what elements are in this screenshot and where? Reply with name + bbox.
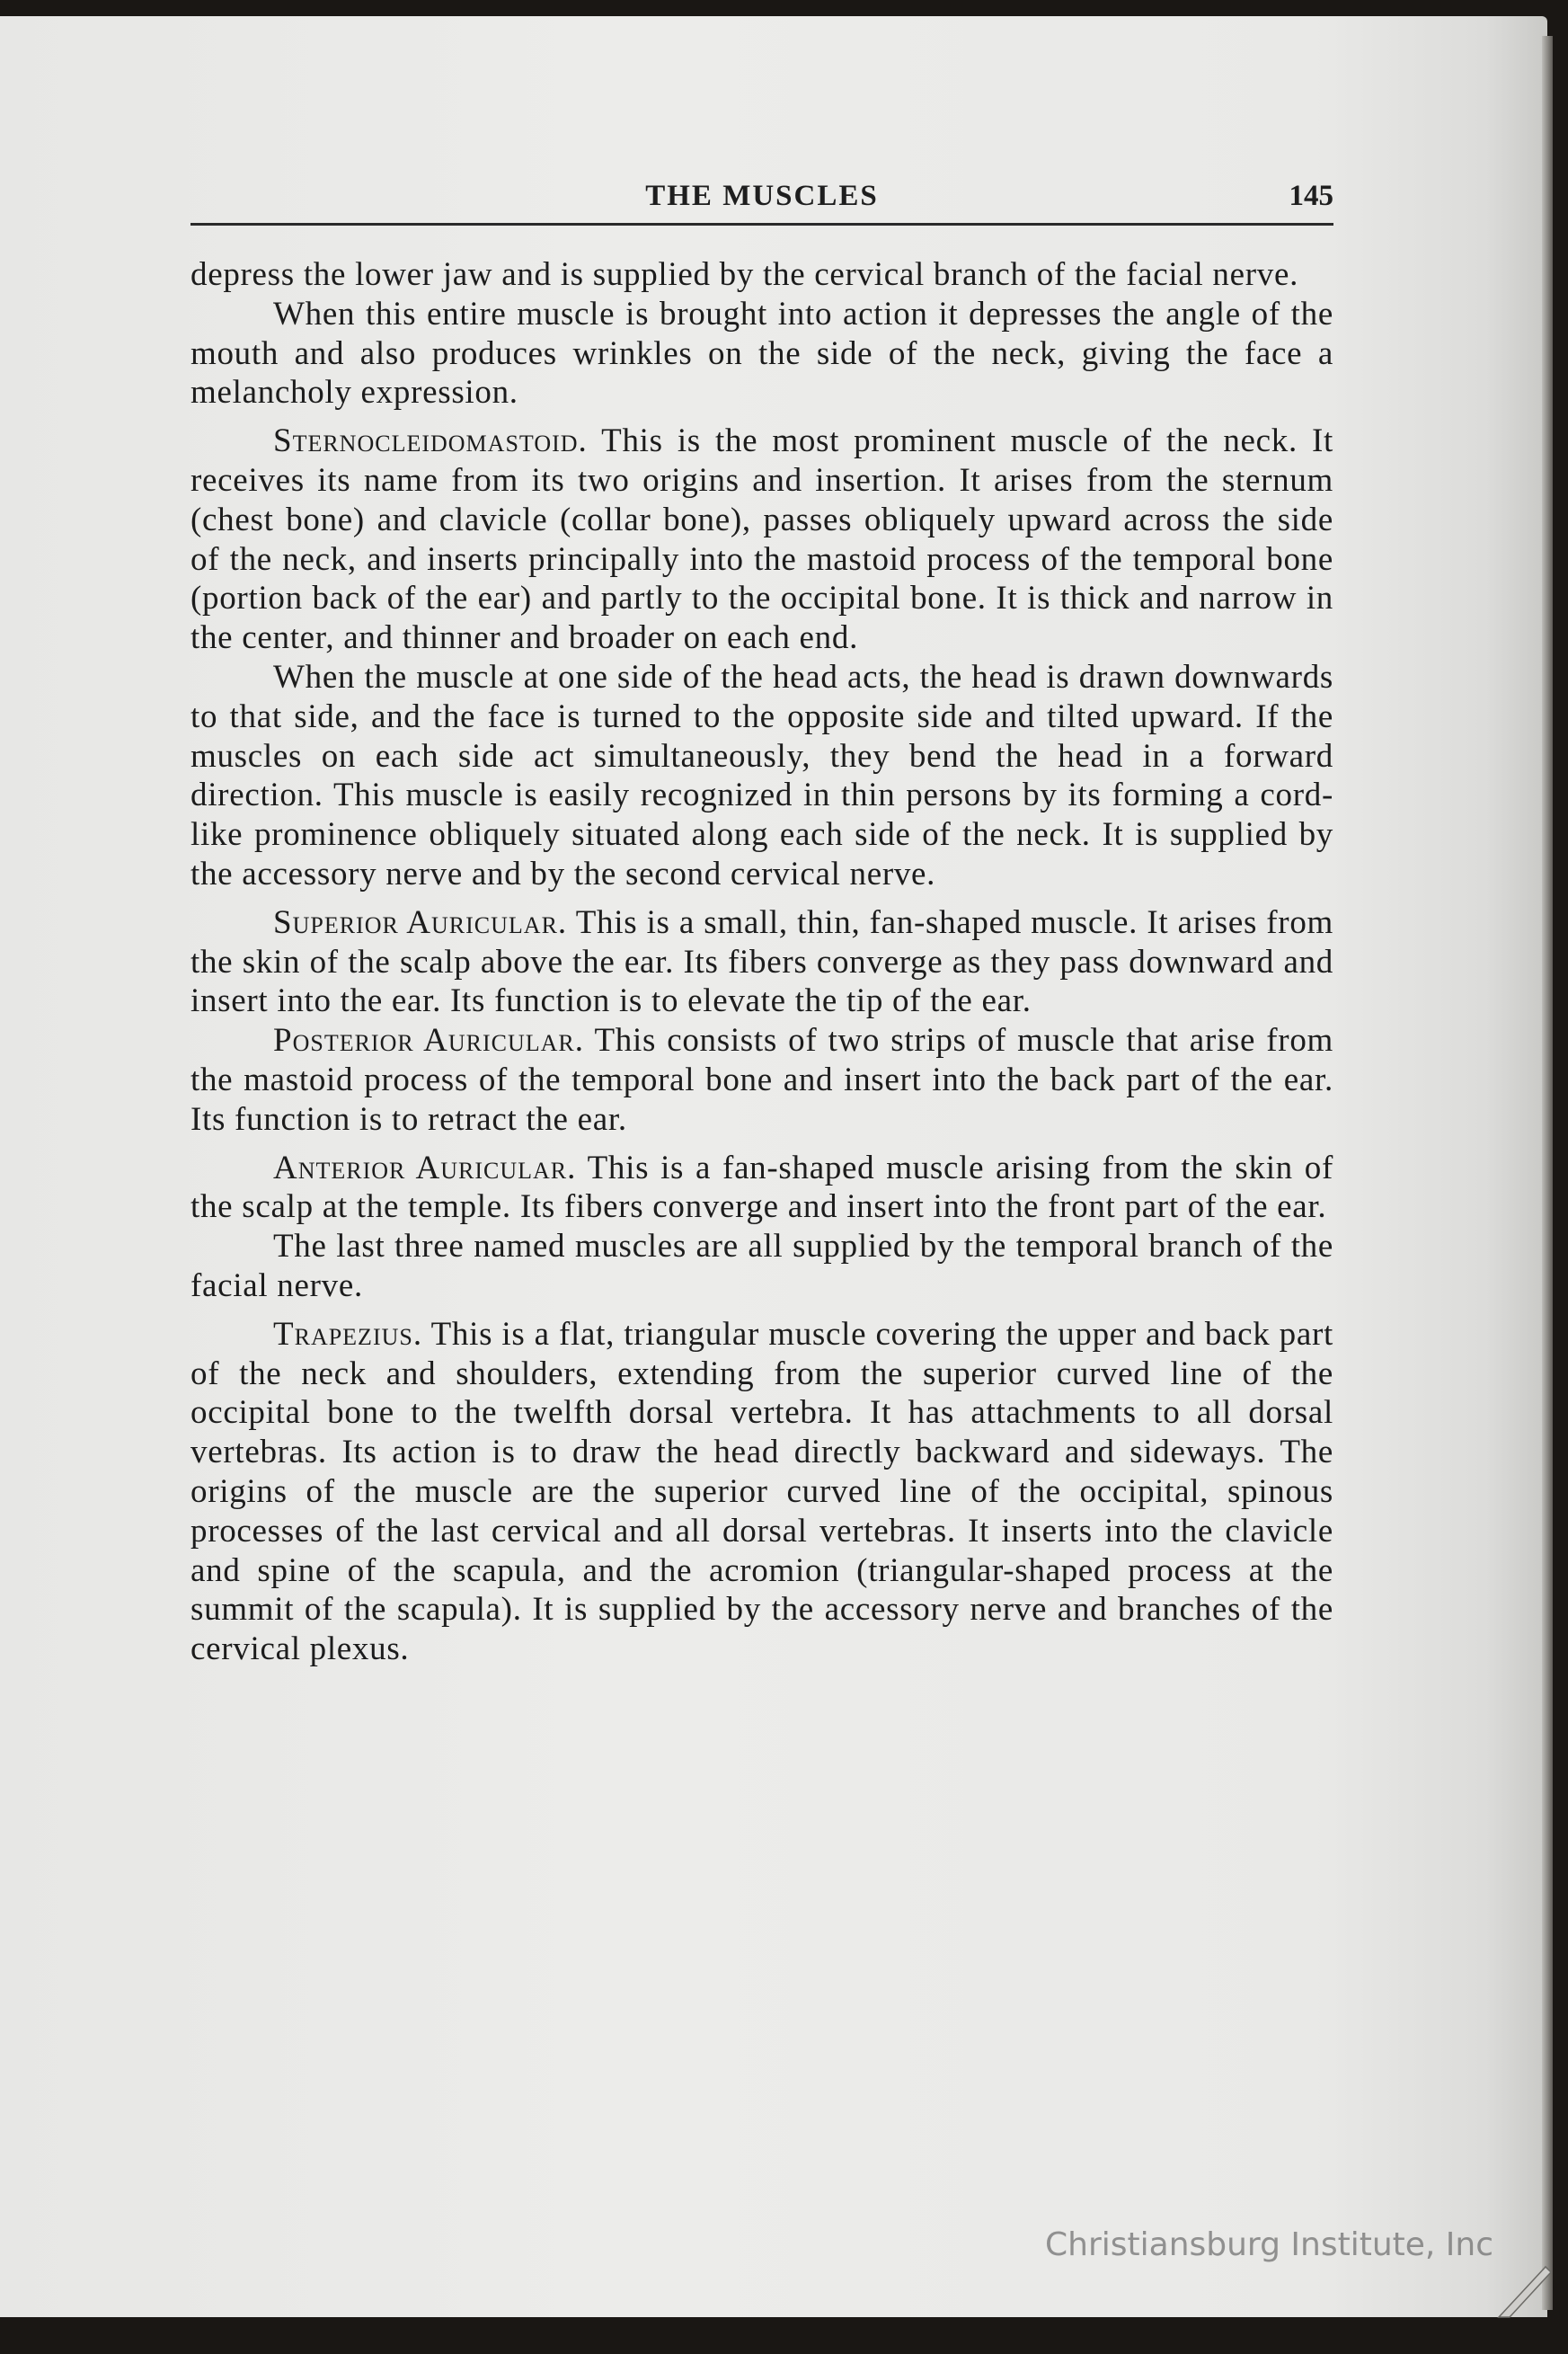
watermark: Christiansburg Institute, Inc [1045, 2226, 1494, 2263]
paragraph-text: This is the most prominent muscle of the neck. It receives its name from its two origins and insertion. It arises from the sternum (chest bone) and clavicle (collar bone), passes obliquely upward across the side of the neck, and inserts principally into the mastoid process of the temporal bone (portion back of the ear) and partly to the occipital bone. It is thick and narrow in the center, and thinner and broader on each end. [190, 422, 1333, 657]
paragraph [190, 658, 1333, 894]
paragraph [190, 255, 1333, 295]
paragraph-superior-auricular [190, 903, 1333, 1021]
page-header [190, 176, 1333, 226]
paragraph [190, 295, 1333, 413]
paragraph-text: When this entire muscle is brought into action it depresses the angle of the mouth and also produces wrinkles on the side of the neck, giving the face a melancholy expression. [190, 295, 1333, 412]
section-heading: Sternocleidomastoid. [273, 422, 588, 460]
paragraph-posterior-auricular [190, 1021, 1333, 1139]
running-head: THE MUSCLES [645, 180, 879, 212]
body-text [190, 255, 1333, 1669]
section-heading: Superior Auricular. [273, 903, 568, 941]
paragraph-text: This is a flat, triangular muscle covering the upper and back part of the neck and shoulders, extending from the superior curved line of the occipital bone to the twelfth dorsal vertebra. It has attachments to all dorsal vertebras. Its action is to draw the head directly backward and sideways. The origins of the muscle are the superior curved line of the occipital, spinous processes of the last cervical and all dorsal vertebras. It inserts into the clavicle and spine of the scapula, and the acromion (triangular-shaped process at the summit of the scapula). It is supplied by the accessory nerve and branches of the cervical plexus. [190, 1315, 1333, 1668]
section-heading: Posterior Auricular. [273, 1022, 584, 1060]
page-edge [1542, 36, 1553, 2310]
paragraph-sternocleidomastoid [190, 422, 1333, 658]
page-number: 145 [1289, 180, 1333, 212]
section-heading: Anterior Auricular. [273, 1149, 577, 1186]
paragraph-text: The last three named muscles are all supplied by the temporal branch of the facial nerve. [190, 1228, 1333, 1304]
paragraph-text: This is a small, thin, fan-shaped muscle. It arises from the skin of the scalp above the ear. Its fibers converge as they pass downward and insert into the ear. Its function is to elevate the tip of the ear. [190, 903, 1334, 1020]
paragraph-anterior-auricular [190, 1149, 1333, 1228]
paragraph-text: When the muscle at one side of the head acts, the head is drawn downwards to that side, and the face is turned to the opposite side and tilted upward. If the muscles on each side act simultaneously, they bend the head in a forward direction. This muscle is easily recognized in thin persons by its forming a cord-like prominence obliquely situated along each side of the neck. It is supplied by the accessory nerve and by the second cervical nerve. [190, 658, 1333, 893]
page-corner-curl [1492, 2247, 1555, 2319]
paragraph-text: This is a fan-shaped muscle arising from the skin of the scalp at the temple. Its fibers converge and insert into the front part of the ear. [190, 1149, 1333, 1226]
section-heading: Trapezius. [273, 1315, 423, 1353]
paragraph-text: depress the lower jaw and is supplied by the cervical branch of the facial nerve. [190, 256, 1299, 293]
paragraph-trapezius [190, 1315, 1333, 1669]
paragraph-text: This consists of two strips of muscle that arise from the mastoid process of the temporal bone and insert into the back part of the ear. Its function is to retract the ear. [190, 1022, 1333, 1138]
paragraph [190, 1227, 1333, 1306]
